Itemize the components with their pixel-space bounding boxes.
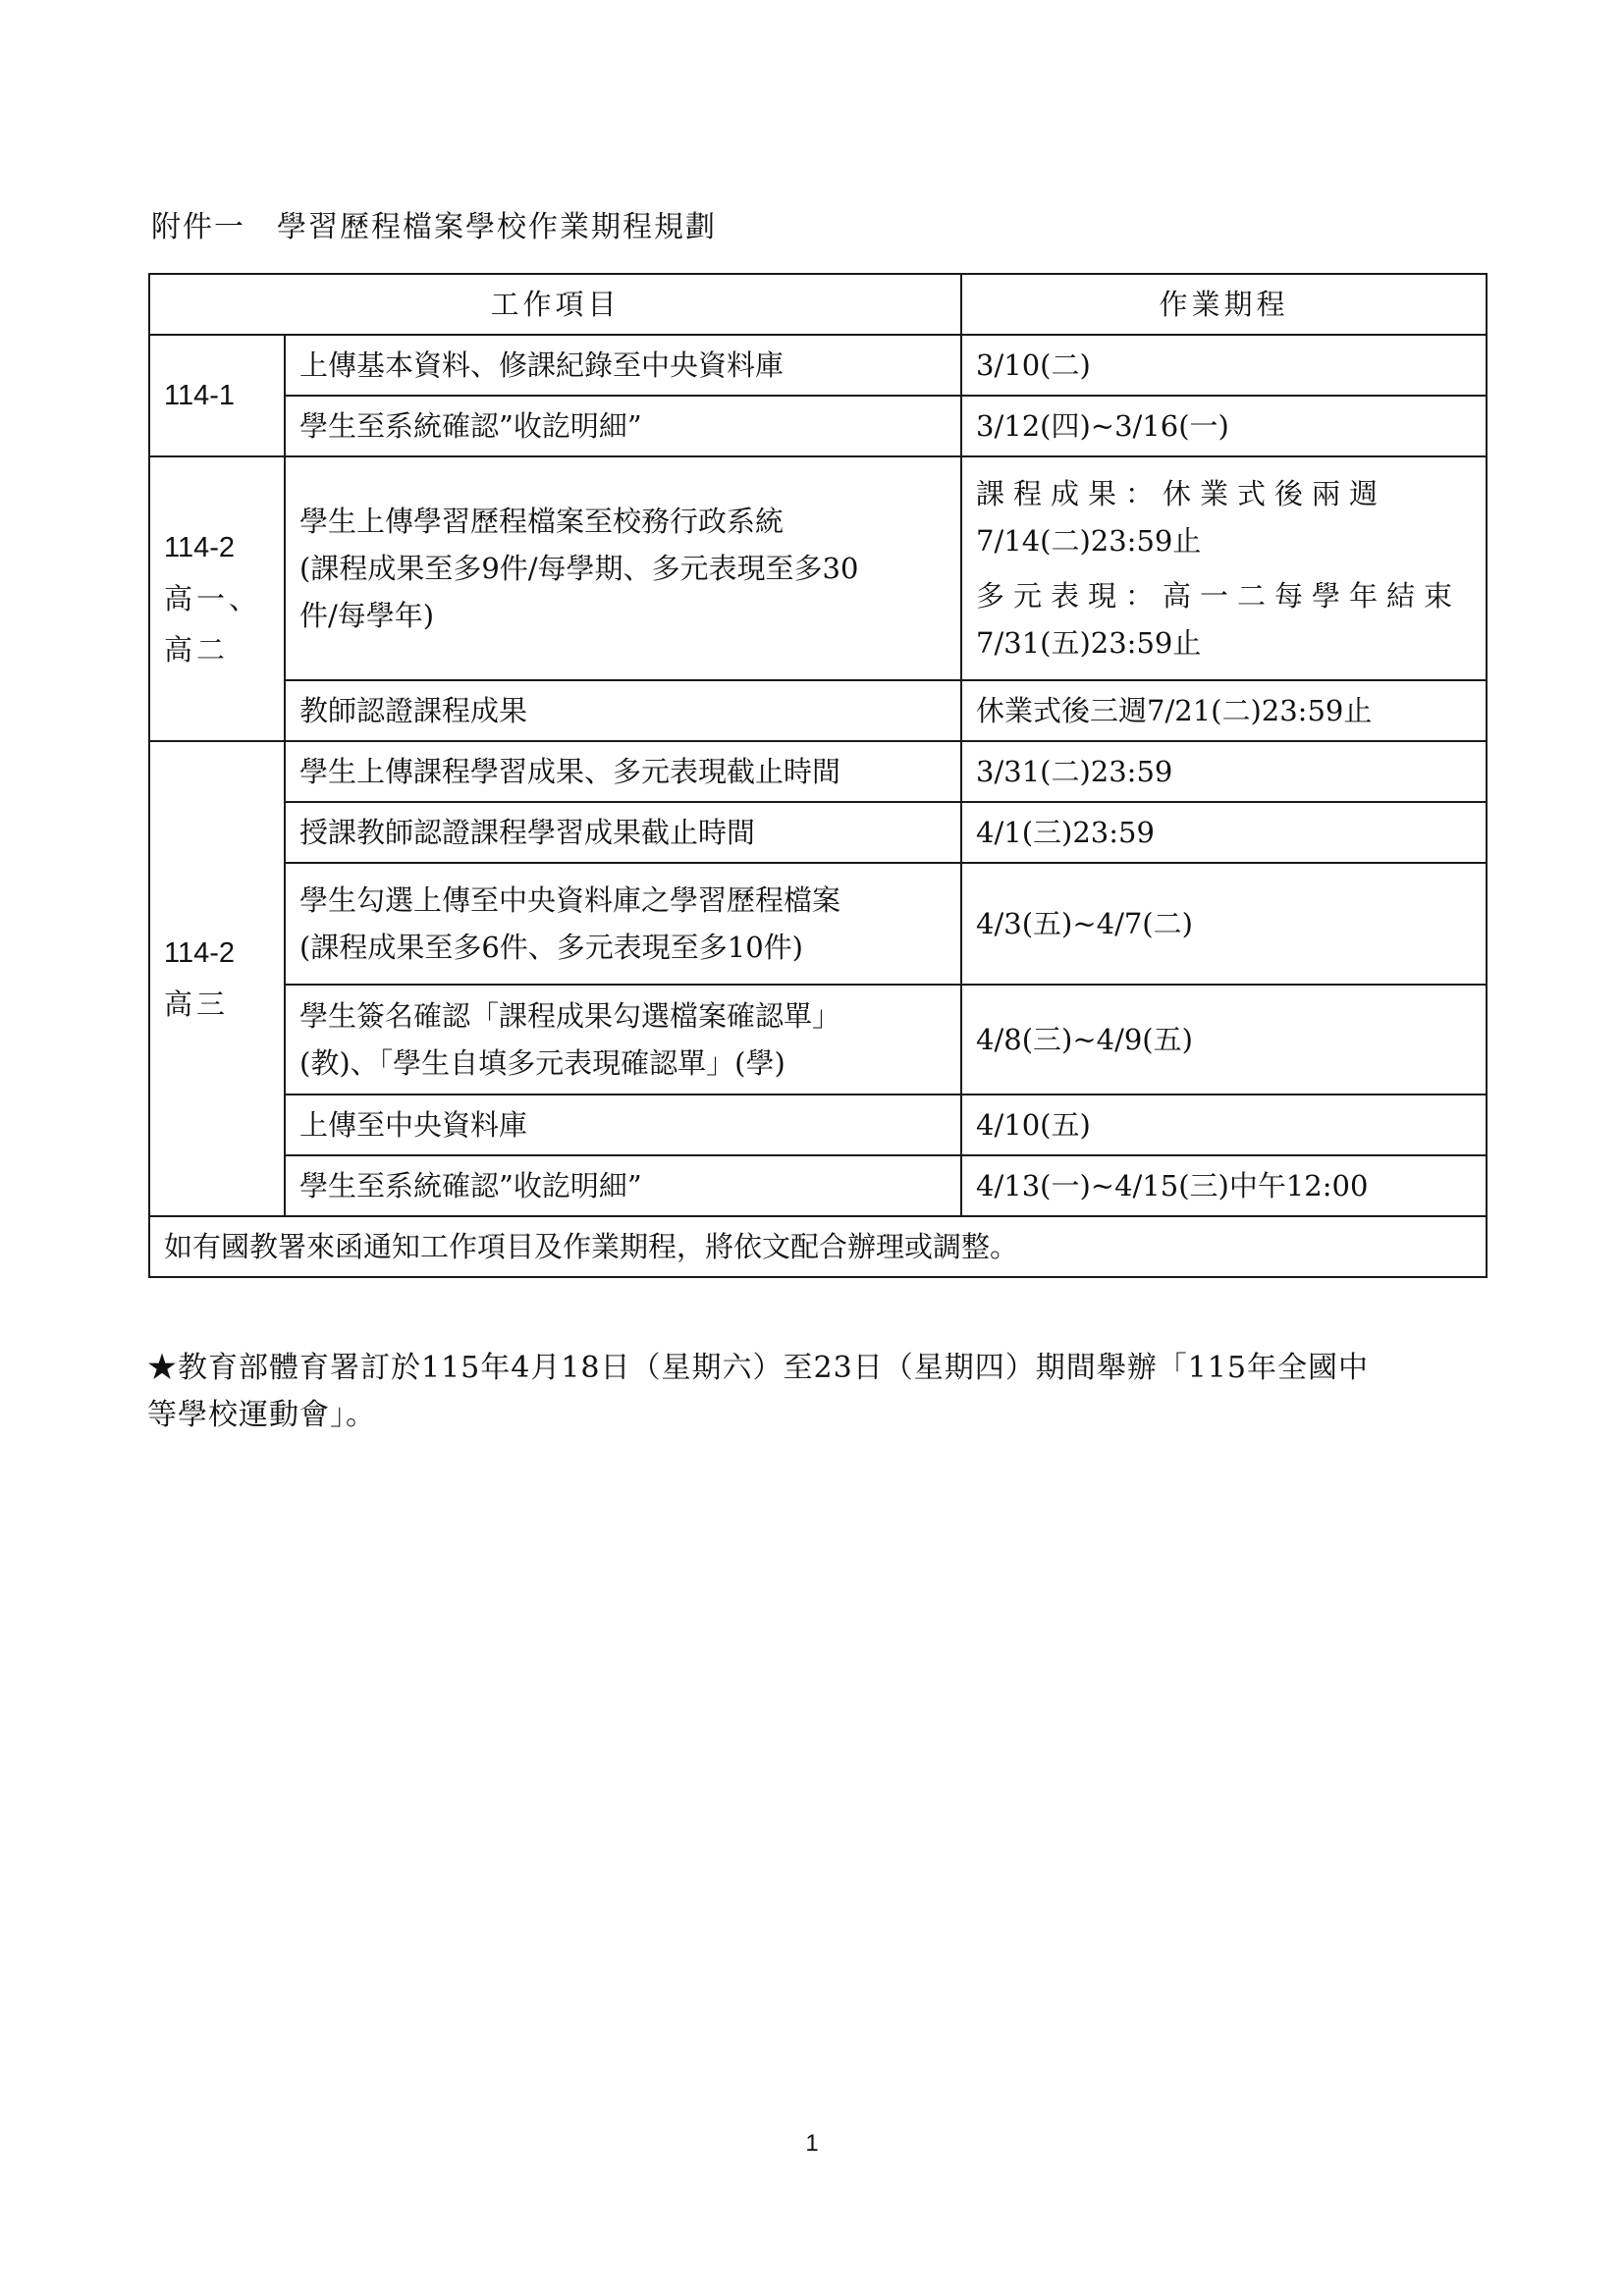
- term-cell: [149, 456, 285, 741]
- table-row: [149, 985, 1487, 1095]
- work-item-line: (教)、「學生自填多元表現確認單」(學): [299, 1046, 785, 1080]
- work-item-line: 學生上傳學習歷程檔案至校務行政系統: [299, 505, 785, 538]
- term-label: 114-2: [164, 937, 236, 969]
- term-label: 114-2: [164, 532, 236, 563]
- work-item-line: 學生簽名確認「課程成果勾選檔案確認單」: [299, 999, 841, 1033]
- work-item-cell: 學生至系統確認”收訖明細”: [285, 396, 961, 456]
- work-item-line: (課程成果至多9件/每學期、多元表現至多30: [299, 552, 859, 585]
- schedule-table: [148, 273, 1488, 1278]
- period-cell: 3/31(二)23:59: [961, 741, 1487, 802]
- header-work-item: 工作項目: [149, 274, 961, 335]
- table-row: [149, 863, 1487, 985]
- period-cell: [961, 456, 1487, 680]
- work-item-cell: 教師認證課程成果: [285, 680, 961, 741]
- grade-label: 高三: [164, 988, 230, 1021]
- table-row: [149, 335, 1487, 396]
- work-item-cell: 學生上傳課程學習成果、多元表現截止時間: [285, 741, 961, 802]
- period-cell: 4/8(三)~4/9(五): [961, 985, 1487, 1095]
- term-label: 114-1: [164, 380, 236, 411]
- period-line: 7/14(二)23:59止: [976, 524, 1202, 558]
- period-line: 多元表現：高一二每學年結束: [976, 579, 1462, 613]
- table-row: [149, 456, 1487, 680]
- notice-line: ★教育部體育署訂於115年4月18日（星期六）至23日（星期四）期間舉辦「115年全國中: [147, 1351, 1369, 1385]
- table-row: [149, 396, 1487, 456]
- term-cell: [149, 741, 285, 1216]
- period-cell: 3/12(四)~3/16(一): [961, 396, 1487, 456]
- header-period: 作業期程: [961, 274, 1487, 335]
- table-row: [149, 680, 1487, 741]
- work-item-cell: [285, 456, 961, 680]
- table-row: [149, 741, 1487, 802]
- term-cell: [149, 335, 285, 456]
- table-note: 如有國教署來函通知工作項目及作業期程，將依文配合辦理或調整。: [149, 1216, 1487, 1277]
- work-item-line: 學生勾選上傳至中央資料庫之學習歷程檔案: [299, 883, 841, 917]
- table-row: [149, 1095, 1487, 1155]
- period-cell: 4/13(一)~4/15(三)中午12:00: [961, 1155, 1487, 1216]
- table-header-row: [149, 274, 1487, 335]
- page-title: 附件一 學習歷程檔案學校作業期程規劃: [151, 210, 717, 244]
- sports-meet-notice: [147, 1345, 1492, 1439]
- work-item-cell: [285, 863, 961, 985]
- period-cell: 3/10(二): [961, 335, 1487, 396]
- period-cell: 4/1(三)23:59: [961, 802, 1487, 863]
- period-line: 7/31(五)23:59止: [976, 626, 1202, 660]
- period-cell: 休業式後三週7/21(二)23:59止: [961, 680, 1487, 741]
- table-row: [149, 1155, 1487, 1216]
- page-number: 1: [805, 2130, 819, 2157]
- work-item-cell: 學生至系統確認”收訖明細”: [285, 1155, 961, 1216]
- table-note-row: [149, 1216, 1487, 1277]
- work-item-cell: 上傳至中央資料庫: [285, 1095, 961, 1155]
- grade-label: 高二: [164, 633, 230, 667]
- work-item-line: (課程成果至多6件、多元表現至多10件): [299, 931, 803, 964]
- notice-line: 等學校運動會」。: [147, 1398, 376, 1432]
- work-item-cell: [285, 985, 961, 1095]
- period-line: 課程成果：休業式後兩週: [976, 477, 1387, 510]
- work-item-cell: 授課教師認證課程學習成果截止時間: [285, 802, 961, 863]
- grade-label: 高一、: [164, 582, 262, 615]
- period-cell: 4/10(五): [961, 1095, 1487, 1155]
- table-row: [149, 802, 1487, 863]
- period-cell: 4/3(五)~4/7(二): [961, 863, 1487, 985]
- work-item-line: 件/每學年): [299, 599, 435, 632]
- work-item-cell: 上傳基本資料、修課紀錄至中央資料庫: [285, 335, 961, 396]
